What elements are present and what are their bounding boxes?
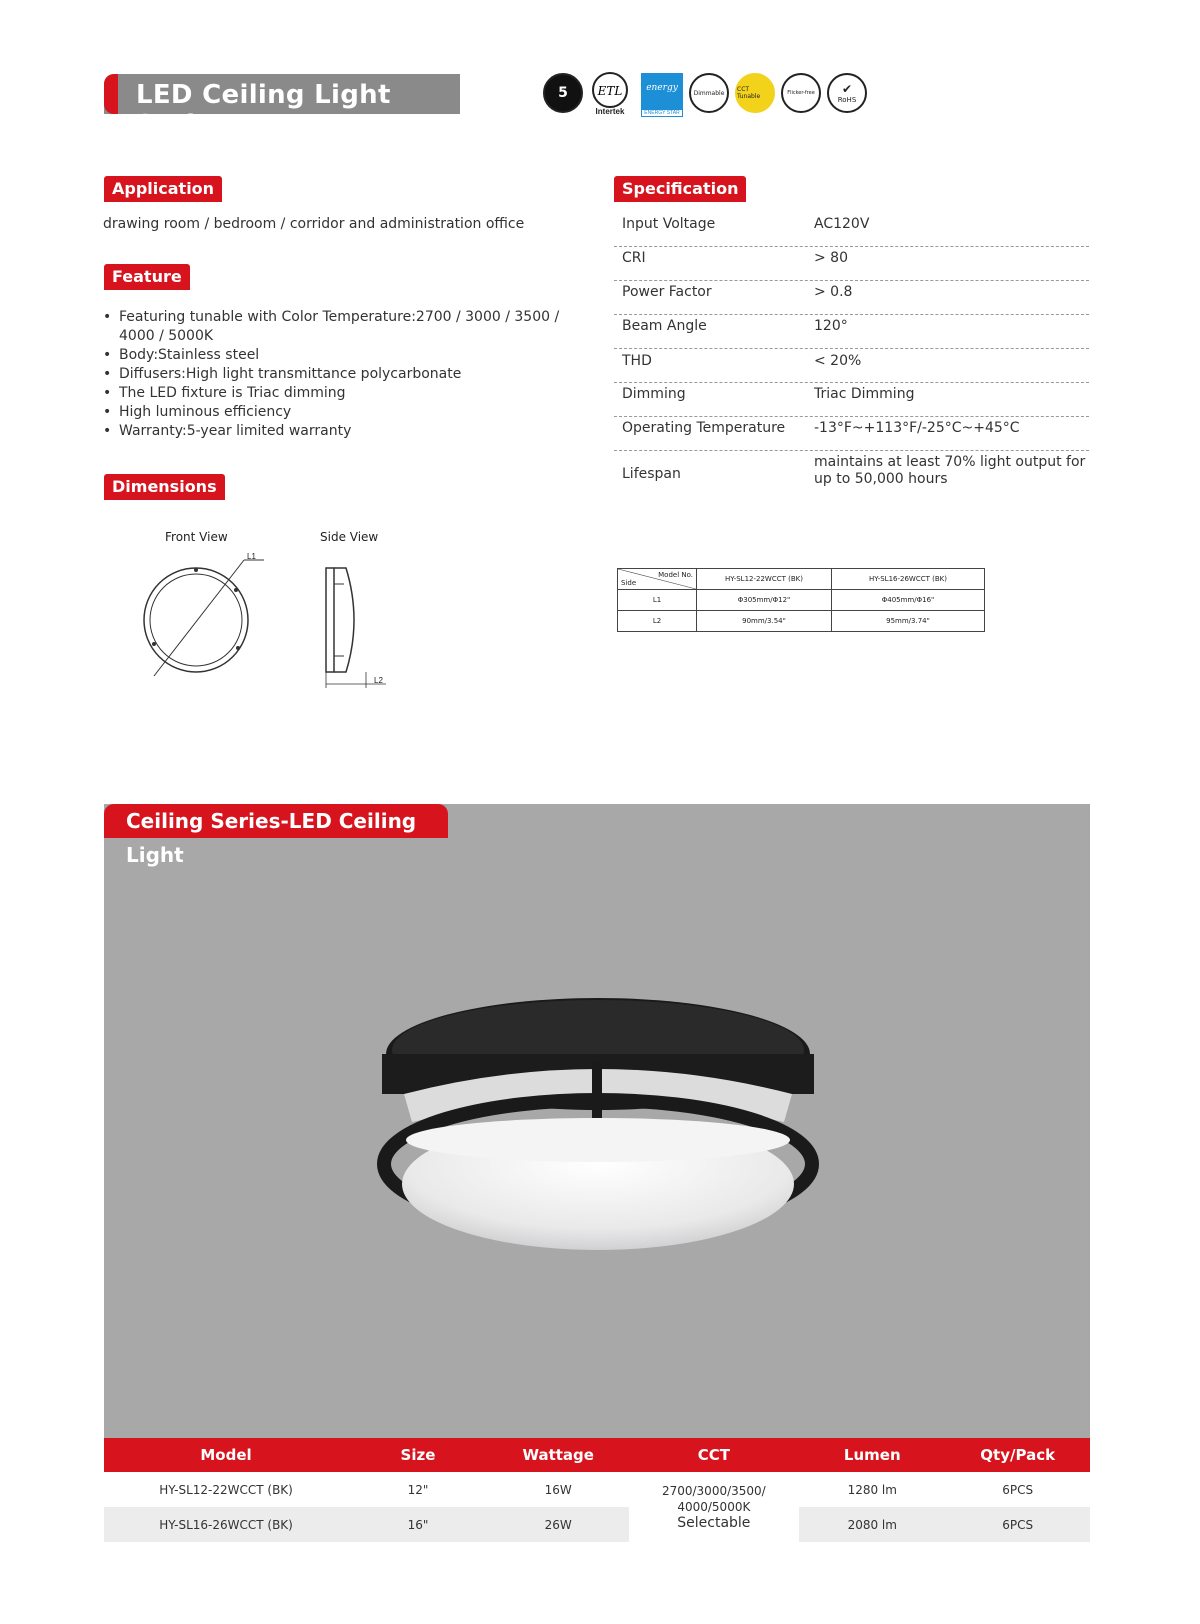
spec-row: CRI > 80 [614,250,1089,281]
col-header: Qty/Pack [945,1438,1090,1472]
side-view-label: Side View [320,530,379,544]
table-row: HY-SL16-26WCCT (BK) 16" 26W 2080 lm 6PCS [104,1507,1090,1542]
col-header: Lumen [799,1438,945,1472]
dimension-drawing [140,548,400,698]
ceiling-light-illustration [104,804,1090,1438]
feature-list [103,308,583,441]
specification-heading: Specification [614,176,746,202]
table-row: HY-SL12-22WCCT (BK) 12" 16W 2700/3000/3500/ 4000/5000K Selectable 1280 lm 6PCS [104,1472,1090,1507]
list-item: • The LED fixture is Triac dimming [103,384,583,403]
list-item: • Diffusers:High light transmittance polycarbonate [103,365,583,384]
side-body [326,568,334,672]
cct-tunable-icon: CCT Tunable [735,73,775,113]
list-item: • Body:Stainless steel [103,346,583,365]
cct-cell: 2700/3000/3500/ 4000/5000K Selectable [629,1472,800,1542]
col-header: Size [348,1438,488,1472]
l2-label: L2 [374,676,383,685]
dim-model-header: HY-SL16-26WCCT (BK) [832,569,985,590]
dim-value: 95mm/3.74" [832,611,985,632]
dim-model-header: HY-SL12-22WCCT (BK) [697,569,832,590]
front-inner-ring [150,574,242,666]
dimmable-icon: Dimmable [689,73,729,113]
dim-corner-cell: Model No. Side [618,569,697,590]
col-header: Model [104,1438,348,1472]
spec-row: Power Factor > 0.8 [614,284,1089,315]
spec-row: Input Voltage AC120V [614,216,1089,247]
dimensions-heading: Dimensions [104,474,225,500]
page-title: LED Ceiling Light Series [136,80,391,140]
spec-row: THD < 20% [614,353,1089,383]
title-accent [104,74,118,114]
dim-side-label: L2 [618,611,697,632]
product-photo [104,804,1090,1438]
series-title-banner [104,74,460,140]
model-table [104,1438,1090,1542]
dim-value: 90mm/3.54" [697,611,832,632]
front-outer-ring [144,568,248,672]
spec-row: Lifespan maintains at least 70% light output for up to 50,000 hours [622,454,1086,487]
col-header: CCT [629,1438,800,1472]
application-text: drawing room / bedroom / corridor and administration office [103,216,525,232]
application-heading: Application [104,176,222,202]
dimension-table [617,568,985,632]
product-tab-title: Ceiling Series-LED Ceiling Light [104,804,448,838]
front-view-label: Front View [165,530,228,544]
dim-side-label: L1 [618,590,697,611]
energy-star-icon: energy ENERGY STAR [641,73,683,117]
spec-row: Dimming Triac Dimming [614,386,1089,417]
dim-value: Φ405mm/Φ16" [832,590,985,611]
list-item: • Warranty:5-year limited warranty [103,422,583,441]
col-header: Wattage [488,1438,629,1472]
list-item: • Featuring tunable with Color Temperature:2700 / 3000 / 3500 / 4000 / 5000K [103,308,583,346]
svg-text:ETL: ETL [597,84,623,98]
rohs-icon: ✔ RoHS [827,73,867,113]
5-year-warranty-icon: 5 [543,73,583,113]
dim-value: Φ305mm/Φ12" [697,590,832,611]
etl-intertek-icon: ETL Intertek [589,71,631,117]
feature-heading: Feature [104,264,190,290]
list-item: • High luminous efficiency [103,403,583,422]
spec-row: Operating Temperature -13°F~+113°F/-25°C~+45°C [614,420,1089,451]
l1-label: L1 [247,552,256,561]
spec-row: Beam Angle 120° [614,318,1089,349]
flicker-free-icon: Flicker-free [781,73,821,113]
